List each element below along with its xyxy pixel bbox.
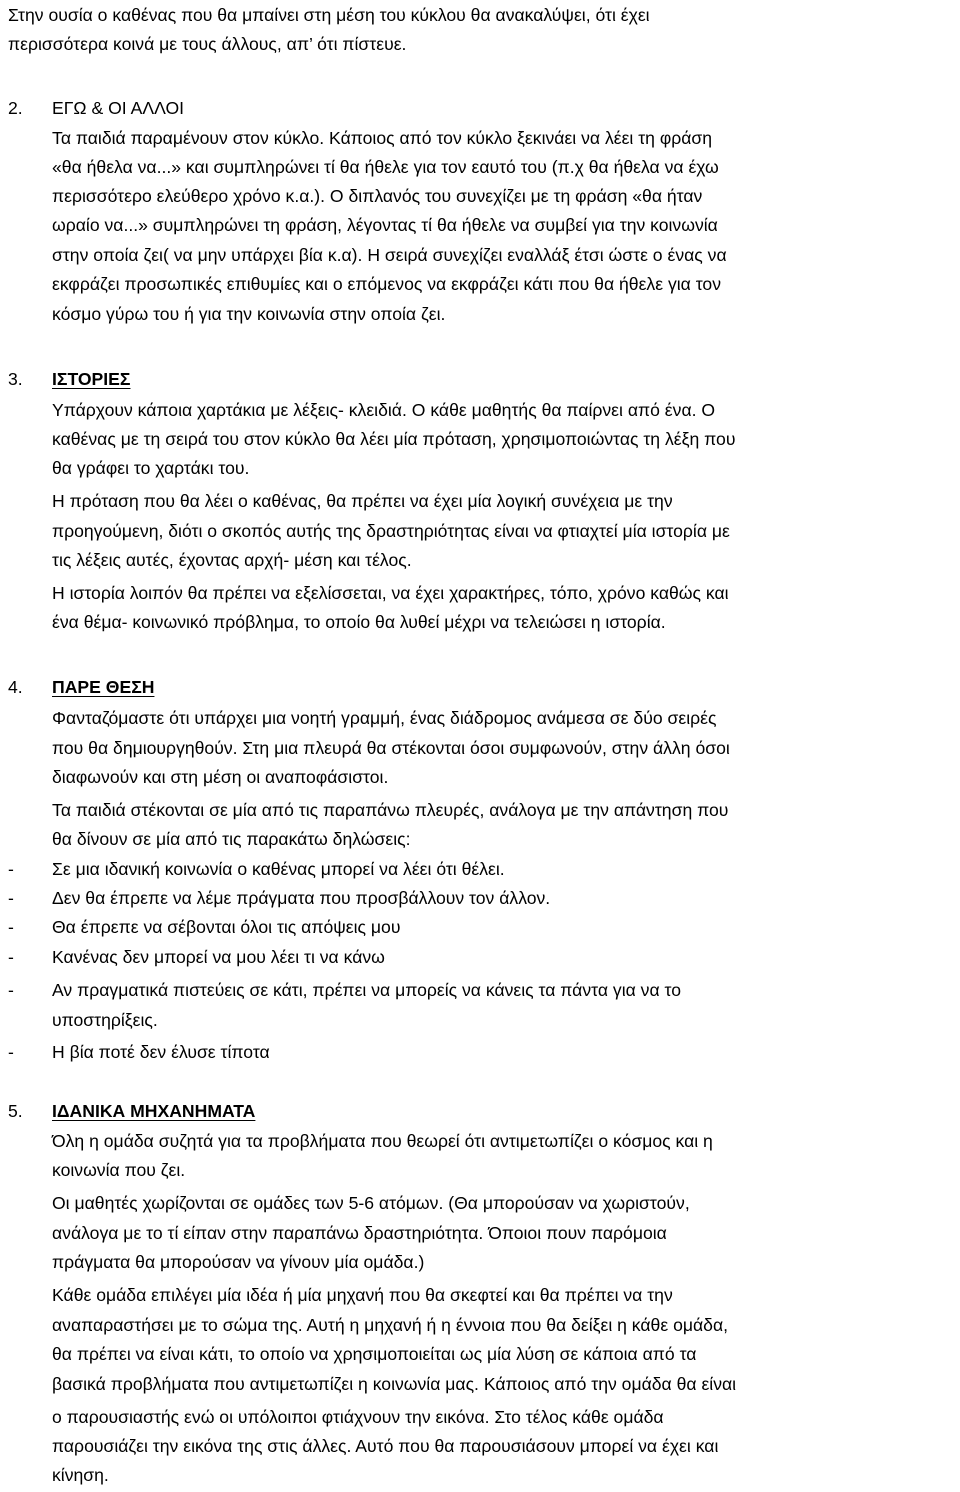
paragraph-line: Τα παιδιά παραμένουν στον κύκλο. Κάποιος από τον κύκλο ξεκινάει να λέει τη φράση <box>52 128 713 148</box>
section-number: 2. <box>8 98 23 118</box>
bullet-item-continuation: υποστηρίξεις. <box>52 1010 158 1030</box>
section-number: 5. <box>8 1101 23 1121</box>
paragraph-line: ανάλογα με το τί είπαν στην παραπάνω δραστηριότητα. Όποιοι πουν παρόμοια <box>52 1223 667 1243</box>
paragraph-line: κοινωνία που ζει. <box>52 1160 186 1180</box>
bullet-dash: - <box>8 947 14 967</box>
section-title: ΙΔΑΝΙΚΑ ΜΗΧΑΝΗΜΑΤΑ <box>52 1101 256 1121</box>
bullet-dash: - <box>8 859 14 879</box>
bullet-item: Η βία ποτέ δεν έλυσε τίποτα <box>52 1042 270 1062</box>
paragraph-line: που θα δημιουργηθούν. Στη μια πλευρά θα στέκονται όσοι συμφωνούν, στην άλλη όσοι <box>52 738 730 758</box>
paragraph-line: Υπάρχουν κάποια χαρτάκια με λέξεις- κλειδιά. Ο κάθε μαθητής θα παίρνει από ένα. Ο <box>52 400 716 420</box>
paragraph-line: Κάθε ομάδα επιλέγει μία ιδέα ή μία μηχανή που θα σκεφτεί και θα πρέπει να την <box>52 1285 673 1305</box>
paragraph-line: ο παρουσιαστής ενώ οι υπόλοιποι φτιάχνουν την εικόνα. Στο τέλος κάθε ομάδα <box>52 1407 664 1427</box>
paragraph-line: εκφράζει προσωπικές επιθυμίες και ο επόμενος να εκφράζει κάτι που θα ήθελε για τον <box>52 274 722 294</box>
paragraph-line: κόσμο γύρω του ή για την κοινωνία στην οποία ζει. <box>52 304 446 324</box>
paragraph-line: περισσότερο ελεύθερο χρόνο κ.α.). Ο διπλανός του συνεχίζει με τη φράση «θα ήταν <box>52 186 703 206</box>
paragraph-line: Η ιστορία λοιπόν θα πρέπει να εξελίσσεται, να έχει χαρακτήρες, τόπο, χρόνο καθώς και <box>52 583 729 603</box>
paragraph-line: προηγούμενη, διότι ο σκοπός αυτής της δραστηριότητας είναι να φτιαχτεί μία ιστορία με <box>52 521 730 541</box>
paragraph-line: Οι μαθητές χωρίζονται σε ομάδες των 5-6 ατόμων. (Θα μπορούσαν να χωριστούν, <box>52 1193 690 1213</box>
section-number: 3. <box>8 369 23 389</box>
bullet-item: Θα έπρεπε να σέβονται όλοι τις απόψεις μου <box>52 917 401 937</box>
paragraph-line: διαφωνούν και στη μέση οι αναποφάσιστοι. <box>52 767 389 787</box>
paragraph-line: Η πρόταση που θα λέει ο καθένας, θα πρέπει να έχει μία λογική συνέχεια με την <box>52 491 673 511</box>
bullet-item: Δεν θα έπρεπε να λέμε πράγματα που προσβάλλουν τον άλλον. <box>52 888 551 908</box>
section-number: 4. <box>8 677 23 697</box>
bullet-dash: - <box>8 1042 14 1062</box>
bullet-dash: - <box>8 980 14 1000</box>
paragraph-line: θα πρέπει να είναι κάτι, το οποίο να χρησιμοποιείται ως μία λύση σε κάποια από τα <box>52 1344 697 1364</box>
paragraph-line: Φανταζόμαστε ότι υπάρχει μια νοητή γραμμή, ένας διάδρομος ανάμεσα σε δύο σειρές <box>52 708 717 728</box>
intro-line: περισσότερα κοινά με τους άλλους, απ’ ότι πίστευε. <box>8 34 407 54</box>
paragraph-line: θα γράφει το χαρτάκι του. <box>52 458 250 478</box>
paragraph-line: Τα παιδιά στέκονται σε μία από τις παραπάνω πλευρές, ανάλογα με την απάντηση που <box>52 800 729 820</box>
intro-line: Στην ουσία ο καθένας που θα μπαίνει στη μέση του κύκλου θα ανακαλύψει, ότι έχει <box>8 5 650 25</box>
paragraph-line: αναπαραστήσει με το σώμα της. Αυτή η μηχανή ή η έννοια που θα δείξει η κάθε ομάδα, <box>52 1315 729 1335</box>
paragraph-line: πράγματα θα μπορούσαν να γίνουν μία ομάδα.) <box>52 1252 425 1272</box>
bullet-dash: - <box>8 888 14 908</box>
section-title: ΙΣΤΟΡΙΕΣ <box>52 369 131 389</box>
paragraph-line: «θα ήθελα να...» και συμπληρώνει τί θα ήθελε για τον εαυτό του (π.χ θα ήθελα να έχω <box>52 157 719 177</box>
bullet-item: Κανένας δεν μπορεί να μου λέει τι να κάνω <box>52 947 385 967</box>
paragraph-line: καθένας με τη σειρά του στον κύκλο θα λέει μία πρόταση, χρησιμοποιώντας τη λέξη που <box>52 429 736 449</box>
paragraph-line: στην οποία ζει( να μην υπάρχει βία κ.α). Η σειρά συνεχίζει εναλλάξ έτσι ώστε ο ένας να <box>52 245 727 265</box>
paragraph-line: θα δίνουν σε μία από τις παρακάτω δηλώσεις: <box>52 829 411 849</box>
paragraph-line: τις λέξεις αυτές, έχοντας αρχή- μέση και τέλος. <box>52 550 412 570</box>
bullet-item: Αν πραγματικά πιστεύεις σε κάτι, πρέπει να μπορείς να κάνεις τα πάντα για να το <box>52 980 682 1000</box>
paragraph-line: παρουσιάζει την εικόνα της στις άλλες. Αυτό που θα παρουσιάσουν μπορεί να έχει και <box>52 1436 719 1456</box>
paragraph-line: κίνηση. <box>52 1465 109 1485</box>
paragraph-line: Όλη η ομάδα συζητά για τα προβλήματα που θεωρεί ότι αντιμετωπίζει ο κόσμος και η <box>52 1131 713 1151</box>
paragraph-line: ένα θέμα- κοινωνικό πρόβλημα, το οποίο θα λυθεί μέχρι να τελειώσει η ιστορία. <box>52 612 666 632</box>
bullet-item: Σε μια ιδανική κοινωνία ο καθένας μπορεί να λέει ότι θέλει. <box>52 859 505 879</box>
paragraph-line: βασικά προβλήματα που αντιμετωπίζει η κοινωνία μας. Κάποιος από την ομάδα θα είναι <box>52 1374 737 1394</box>
paragraph-line: ωραίο να...» συμπληρώνει τη φράση, λέγοντας τί θα ήθελε να συμβεί για την κοινωνία <box>52 215 718 235</box>
bullet-dash: - <box>8 917 14 937</box>
section-title: ΠΑΡΕ ΘΕΣΗ <box>52 677 155 697</box>
section-title: ΕΓΩ & ΟΙ ΑΛΛΟΙ <box>52 98 185 118</box>
